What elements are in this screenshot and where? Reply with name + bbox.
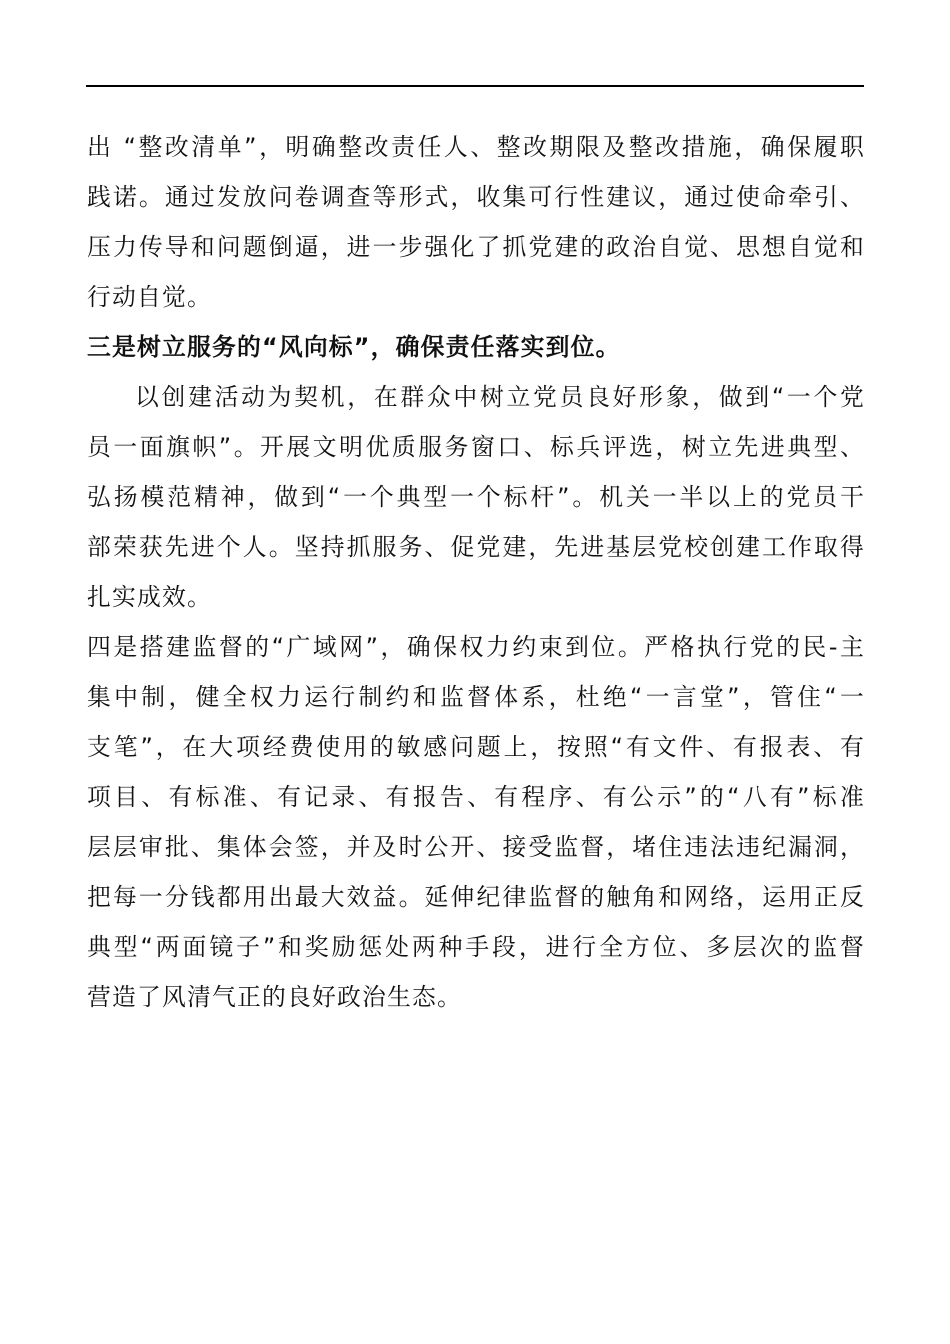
text-line: 以创建活动为契机，在群众中树立党员良好形象，做到“一个党 — [135, 383, 865, 411]
text-line: 弘扬模范精神，做到“一个典型一个标杆”。机关一半以上的党员干 — [87, 483, 865, 511]
section-heading-service — [87, 322, 865, 372]
text-line: 扎实成效。 — [87, 583, 212, 611]
text-line: 压力传导和问题倒逼，进一步强化了抓党建的政治自觉、思想自觉和 — [87, 233, 865, 261]
paragraph-rectification-list — [87, 122, 865, 322]
paragraph-service-activities — [87, 372, 865, 622]
text-line: 四是搭建监督的“广域网”，确保权力约束到位。严格执行党的民-主 — [87, 633, 865, 661]
paragraph-supervision-network — [87, 622, 865, 1022]
text-line: 出 “整改清单”，明确整改责任人、整改期限及整改措施，确保履职 — [87, 133, 865, 161]
text-line: 部荣获先进个人。坚持抓服务、促党建，先进基层党校创建工作取得 — [87, 533, 865, 561]
text-line: 把每一分钱都用出最大效益。延伸纪律监督的触角和网络，运用正反 — [87, 883, 865, 911]
text-line: 项目、有标准、有记录、有报告、有程序、有公示”的“八有”标准 — [87, 783, 865, 811]
text-line: 践诺。通过发放问卷调查等形式，收集可行性建议，通过使命牵引、 — [87, 183, 865, 211]
text-line: 支笔”，在大项经费使用的敏感问题上，按照“有文件、有报表、有 — [87, 733, 865, 761]
text-line: 典型“两面镜子”和奖励惩处两种手段，进行全方位、多层次的监督 — [87, 933, 865, 961]
document-body — [87, 122, 865, 1022]
text-line: 行动自觉。 — [87, 283, 212, 311]
section-heading: 三是树立服务的“风向标”，确保责任落实到位。 — [87, 333, 621, 361]
text-line: 集中制，健全权力运行制约和监督体系，杜绝“一言堂”，管住“一 — [87, 683, 865, 711]
text-line: 营造了风清气正的良好政治生态。 — [87, 983, 462, 1011]
text-line: 员一面旗帜”。开展文明优质服务窗口、标兵评选，树立先进典型、 — [87, 433, 865, 461]
header-rule — [86, 85, 864, 87]
text-line: 层层审批、集体会签，并及时公开、接受监督，堵住违法违纪漏洞， — [87, 833, 865, 861]
